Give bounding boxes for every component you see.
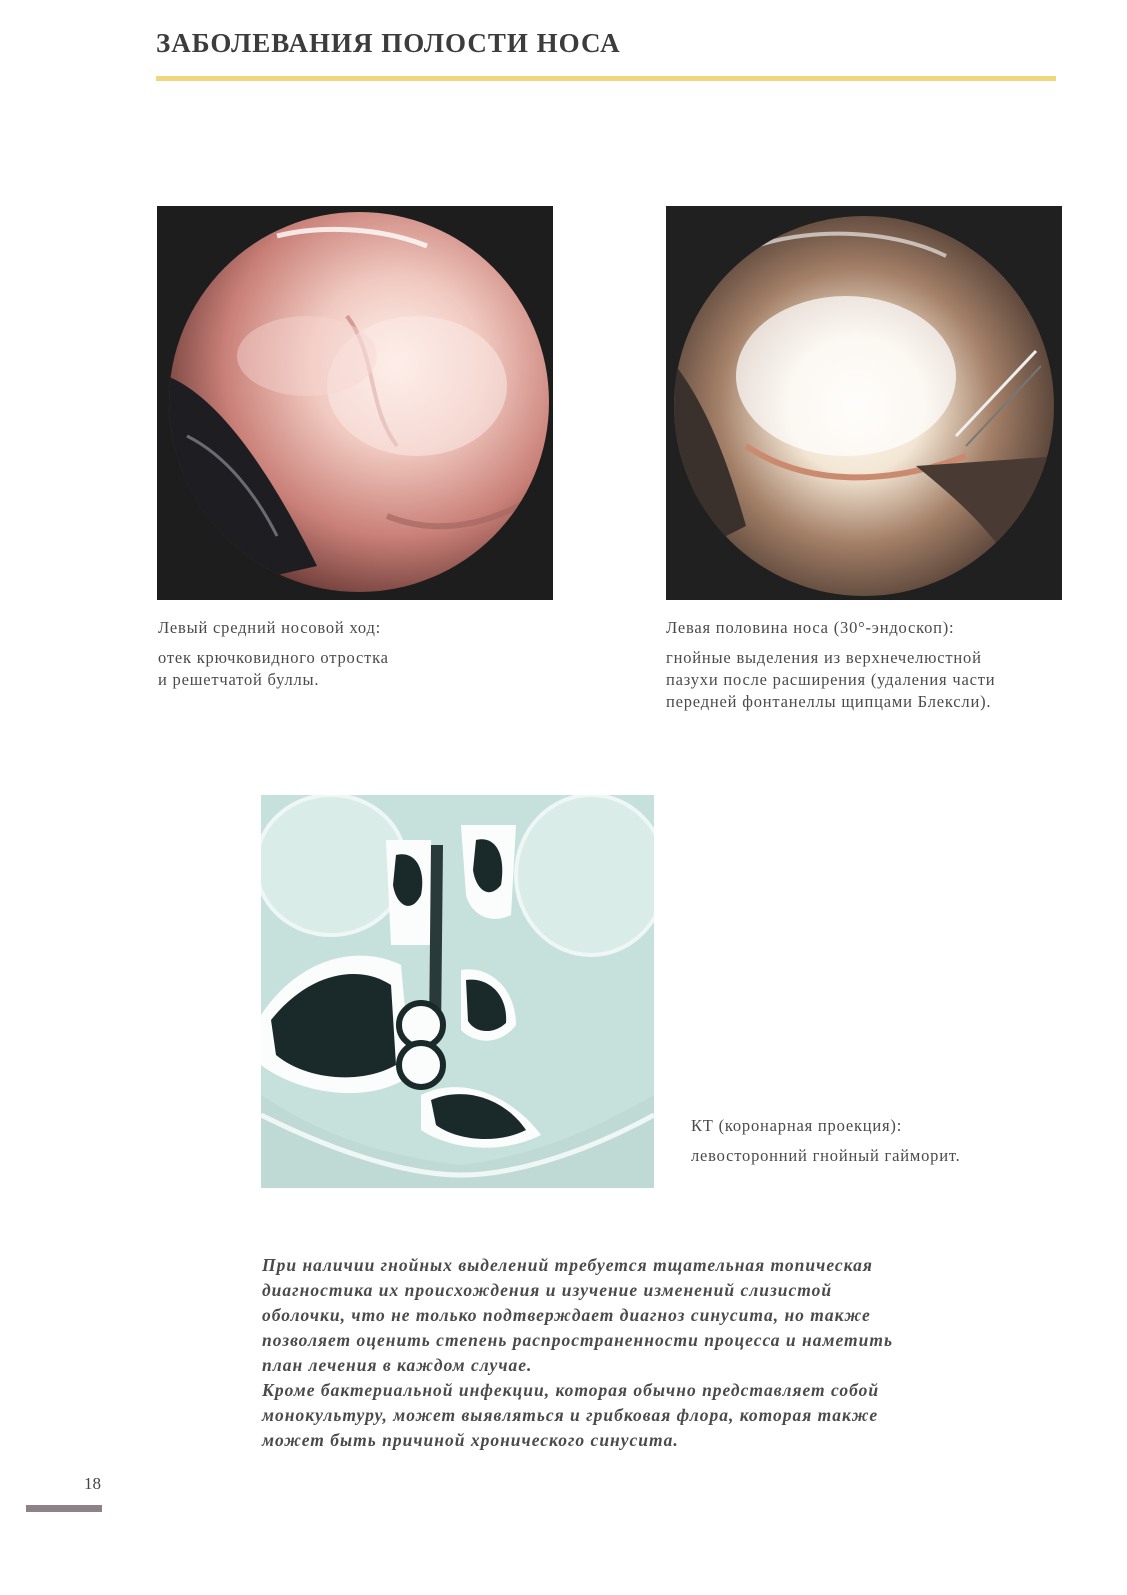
body-line: позволяет оценить степень распространенности процесса и наметить [262, 1330, 893, 1350]
page-number: 18 [84, 1474, 101, 1493]
body-line: оболочки, что не только подтверждает диагноз синусита, но также [262, 1305, 871, 1325]
body-text [262, 1253, 1052, 1453]
header-rule [156, 76, 1056, 81]
body-line: При наличии гнойных выделений требуется тщательная топическая [262, 1255, 873, 1275]
endoscopy-photo-left [157, 206, 553, 600]
caption-left [158, 617, 558, 691]
caption-left-line: отек крючковидного отростка [158, 648, 389, 667]
caption-ct-line: левосторонний гнойный гайморит. [691, 1146, 961, 1165]
caption-right-title: Левая половина носа (30°-эндоскоп): [666, 618, 955, 637]
body-line: может быть причиной хронического синусита. [262, 1430, 679, 1450]
body-line: план лечения в каждом случае. [262, 1355, 533, 1375]
caption-ct-title: КТ (коронарная проекция): [691, 1116, 903, 1135]
caption-left-line: и решетчатой буллы. [158, 670, 320, 689]
body-line: диагностика их происхождения и изучение изменений слизистой [262, 1280, 833, 1300]
caption-left-title: Левый средний носовой ход: [158, 618, 382, 637]
body-line: монокультуру, может выявляться и грибковая флора, которая также [262, 1405, 879, 1425]
page-title: ЗАБОЛЕВАНИЯ ПОЛОСТИ НОСА [156, 28, 621, 58]
page-number-bar [26, 1505, 102, 1512]
caption-right-line: гнойные выделения из верхнечелюстной [666, 648, 982, 667]
body-line: Кроме бактериальной инфекции, которая обычно представляет собой [262, 1380, 880, 1400]
caption-ct [691, 1115, 1071, 1167]
caption-right-line: пазухи после расширения (удаления части [666, 670, 996, 689]
endoscopy-photo-right [666, 206, 1062, 600]
caption-right [666, 617, 1086, 713]
ct-scan-image [261, 795, 654, 1188]
caption-right-line: передней фонтанеллы щипцами Блексли). [666, 692, 992, 711]
